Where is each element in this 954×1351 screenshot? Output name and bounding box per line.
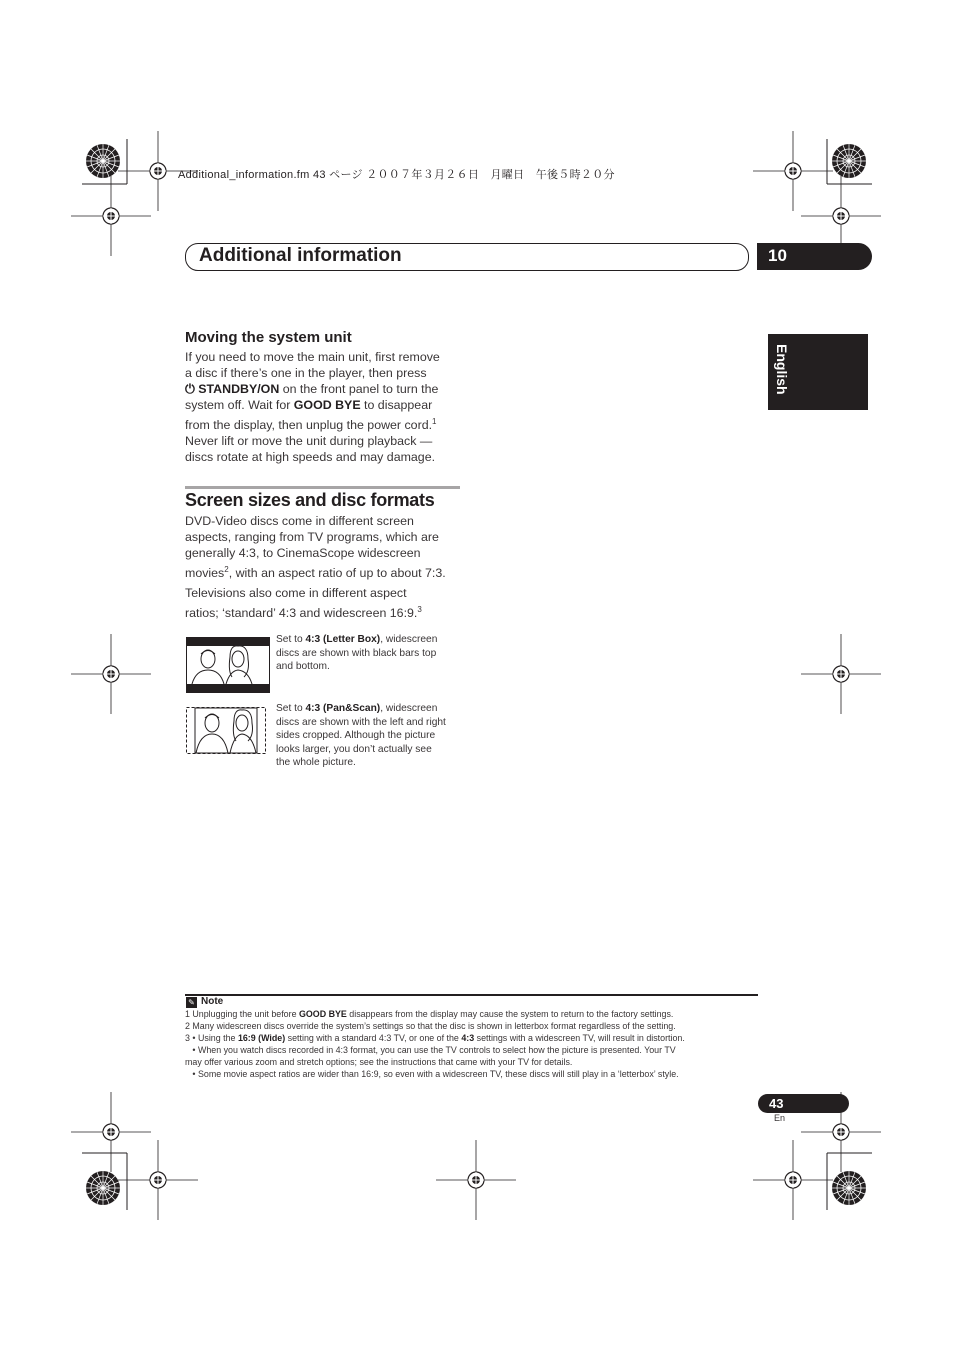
footnote-2: 2 Many widescreen discs override the system’s settings so that the disc is shown in letterbox format regardless of the setting. [185,1021,676,1031]
panscan-caption [276,702,466,770]
text-span: , with an aspect ratio of up to about 7:3. [228,566,446,580]
text-span: 16:9 (Wide) [237,1033,286,1043]
text-line: discs rotate at high speeds and may damage. [185,450,436,464]
text-span: to disappear [360,398,433,412]
text-span: , widescreen [380,703,438,714]
chapter-number: 10 [768,246,787,265]
text-line [276,702,466,716]
text-line [185,605,465,621]
footnote-1 [185,1008,765,1020]
print-file-info: Additional_information.fm 43 ページ ２００７年３月２６日 月曜日 午後５時２０分 [178,169,615,181]
standby-label: STANDBY/ON [198,382,280,396]
footnote-3-line-3: may offer various zoom and stretch options; see the instructions that came with your TV for details. [185,1057,573,1067]
text-line: sides cropped. Although the picture [276,730,436,742]
text-span: 3 • Using the [185,1033,238,1043]
text-line: generally 4:3, to CinemaScope widescreen [185,546,421,560]
footnote-ref: 3 [417,604,422,614]
text-line: discs are shown with the left and right [276,716,446,728]
letterbox-illustration [186,637,270,693]
section-heading-screens: Screen sizes and disc formats [185,490,435,510]
note-label: Note [201,996,224,1007]
text-span: on the front panel to turn the [279,382,439,396]
text-line [185,417,465,433]
footnote-ref: 2 [224,564,229,574]
power-icon: ⏻ [185,382,195,396]
text-line: Never lift or move the unit during playback — [185,434,433,448]
screens-paragraph [185,513,465,621]
text-span: 4:3 [461,1033,475,1043]
text-line: a disc if there’s one in the player, then press [185,366,427,380]
letterbox-setting: 4:3 (Letter Box) [305,634,381,645]
text-span: Set to [276,634,306,645]
text-line: DVD-Video discs come in different screen [185,514,414,528]
text-span: Set to [276,703,306,714]
text-span: setting with a standard 4:3 TV, or one of the [285,1033,462,1043]
language-tab-label: English [774,344,790,395]
text-line: discs are shown with black bars top [276,647,437,659]
text-line [185,565,465,581]
text-span: , widescreen [380,634,438,645]
goodbye-label: GOOD BYE [293,398,361,412]
footnote-3-line-4: • Some movie aspect ratios are wider than 16:9, so even with a widescreen TV, these discs will still play in a ‘letterbox’ style. [185,1069,679,1079]
panscan-illustration [186,707,266,754]
chapter-title: Additional information [199,245,402,266]
text-line: If you need to move the main unit, first remove [185,350,440,364]
text-span: from the display, then unplug the power cord. [185,418,433,432]
section-rule [185,486,460,489]
footnote-3-line-2: • When you watch discs recorded in 4:3 format, you can use the TV controls to select how the picture is presented. Your TV [185,1045,676,1055]
moving-paragraph [185,349,465,465]
text-span: system off. Wait for [185,398,294,412]
text-span: GOOD BYE [298,1009,347,1019]
footnote-ref: 1 [432,416,437,426]
text-line: and bottom. [276,661,330,673]
panscan-setting: 4:3 (Pan&Scan) [305,703,381,714]
page-language: En [774,1113,786,1123]
text-span: disappears from the display may cause the system to return to the factory settings. [346,1009,674,1019]
page-number: 43 [769,1096,784,1111]
text-span: settings with a widescreen TV, will result in distortion. [474,1033,685,1043]
text-span: ratios; ‘standard’ 4:3 and widescreen 16:9. [185,606,418,620]
section-heading-moving: Moving the system unit [185,329,352,346]
text-line [276,633,466,647]
text-line: aspects, ranging from TV programs, which are [185,530,439,544]
text-line [185,381,465,397]
note-rule [185,994,758,996]
text-line [185,397,465,413]
text-line: looks larger, you don’t actually see [276,743,432,755]
pencil-icon: ✎ [186,997,197,1008]
footnote-3 [185,1032,765,1044]
text-line: Televisions also come in different aspect [185,586,407,600]
text-line: the whole picture. [276,757,356,769]
text-span: movies [185,566,225,580]
letterbox-caption [276,633,466,674]
text-span: 1 Unplugging the unit before [185,1009,299,1019]
